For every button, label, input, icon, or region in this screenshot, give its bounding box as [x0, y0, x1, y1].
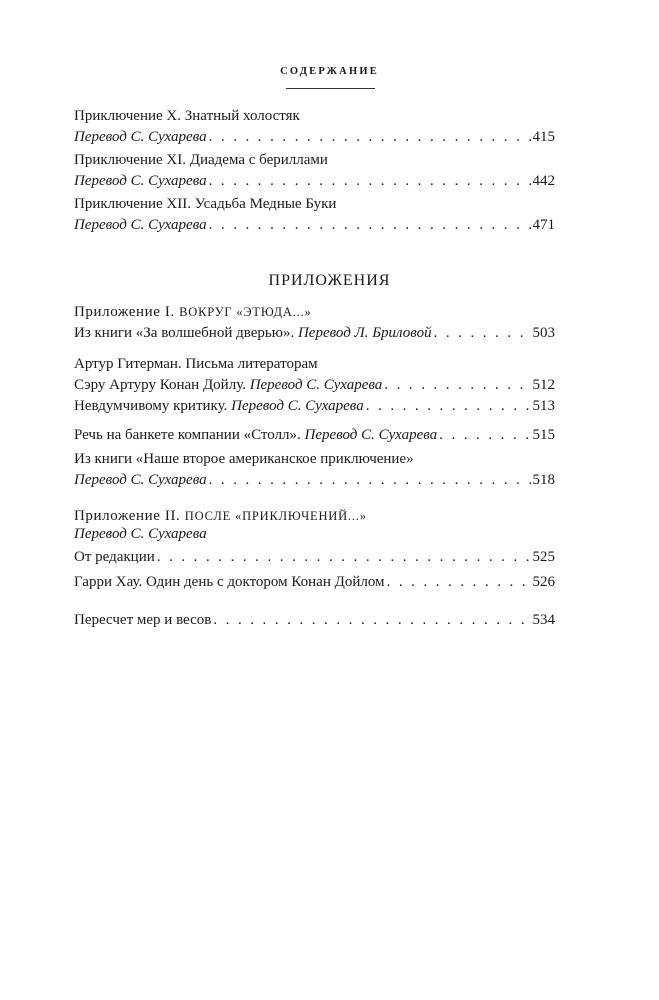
entry-text: Невдумчивому критику.	[74, 398, 228, 414]
appendices-title: ПРИЛОЖЕНИЯ	[268, 272, 391, 289]
appendix-2-translator: Перевод С. Сухарева	[74, 526, 207, 542]
entry-text: От редакции	[74, 549, 155, 565]
entry-translator: Перевод С. Сухарева	[249, 377, 383, 393]
toc-entry-10	[74, 106, 555, 148]
page-number: 526	[532, 574, 555, 590]
page-number: 515	[532, 427, 555, 443]
dot-leader	[366, 396, 531, 417]
toc-entry-11	[74, 150, 555, 192]
appendix-1-subtitle: ВОКРУГ «ЭТЮДА...»	[179, 305, 312, 319]
running-head: СОДЕРЖАНИЕ	[280, 66, 379, 77]
dot-leader	[209, 127, 531, 148]
page-number: 503	[532, 325, 555, 341]
entry-title: Приключение XII. Усадьба Медные Буки	[74, 196, 337, 212]
entry-translator: Перевод С. Сухарева	[231, 398, 364, 414]
appendix-2-section	[74, 506, 555, 593]
entry-title: Приключение X. Знатный холостяк	[74, 108, 300, 124]
page-number: 415	[532, 129, 555, 145]
entry-text: Речь на банкете компании «Столл».	[74, 427, 301, 443]
entry-title: Приключение XI. Диадема с бериллами	[74, 152, 328, 168]
entry-text: Пересчет мер и весов	[74, 612, 212, 628]
appendix-1-group	[74, 354, 555, 417]
dot-leader	[384, 375, 530, 396]
dot-leader	[213, 610, 530, 631]
toc-entry-measures	[74, 610, 555, 631]
entry-translator: Перевод С. Сухарева	[74, 217, 207, 233]
dot-leader	[209, 215, 531, 236]
entry-text: Сэру Артуру Конан Дойлу.	[74, 377, 246, 393]
dot-leader	[434, 323, 531, 344]
page-number: 512	[532, 377, 555, 393]
appendix-1-item-speech	[74, 425, 555, 446]
dot-leader	[439, 425, 530, 446]
entry-translator: Перевод С. Сухарева	[74, 129, 207, 145]
page-number: 525	[532, 549, 555, 565]
dot-leader	[387, 572, 531, 593]
entry-translator: Перевод С. Сухарева	[74, 173, 207, 189]
entry-title: Из книги «Наше второе американское приключение»	[74, 451, 414, 467]
dot-leader	[209, 171, 531, 192]
appendix-1-section	[74, 302, 555, 344]
entry-translator: Перевод Л. Бриловой	[297, 325, 432, 341]
entry-text: Из книги «За волшебной дверью».	[74, 325, 295, 341]
appendix-1-label: Приложение I.	[74, 304, 175, 320]
page-number: 471	[532, 217, 555, 233]
entry-translator: Перевод С. Сухарева	[74, 472, 207, 488]
page-number: 513	[532, 398, 555, 414]
running-head-rule	[286, 88, 375, 89]
appendix-1-item-book	[74, 449, 555, 491]
page-number: 534	[532, 612, 555, 628]
dot-leader	[209, 470, 531, 491]
appendix-2-subtitle: ПОСЛЕ «ПРИКЛЮЧЕНИЙ...»	[184, 509, 367, 523]
group-title: Артур Гитерман. Письма литераторам	[74, 356, 318, 372]
page-number: 518	[532, 472, 555, 488]
dot-leader	[157, 547, 531, 568]
entry-translator: Перевод С. Сухарева	[304, 427, 438, 443]
entry-text: Гарри Хау. Один день с доктором Конан Дойлом	[74, 574, 385, 590]
appendix-2-label: Приложение II.	[74, 508, 181, 524]
toc-entry-12	[74, 194, 555, 236]
page-number: 442	[532, 173, 555, 189]
